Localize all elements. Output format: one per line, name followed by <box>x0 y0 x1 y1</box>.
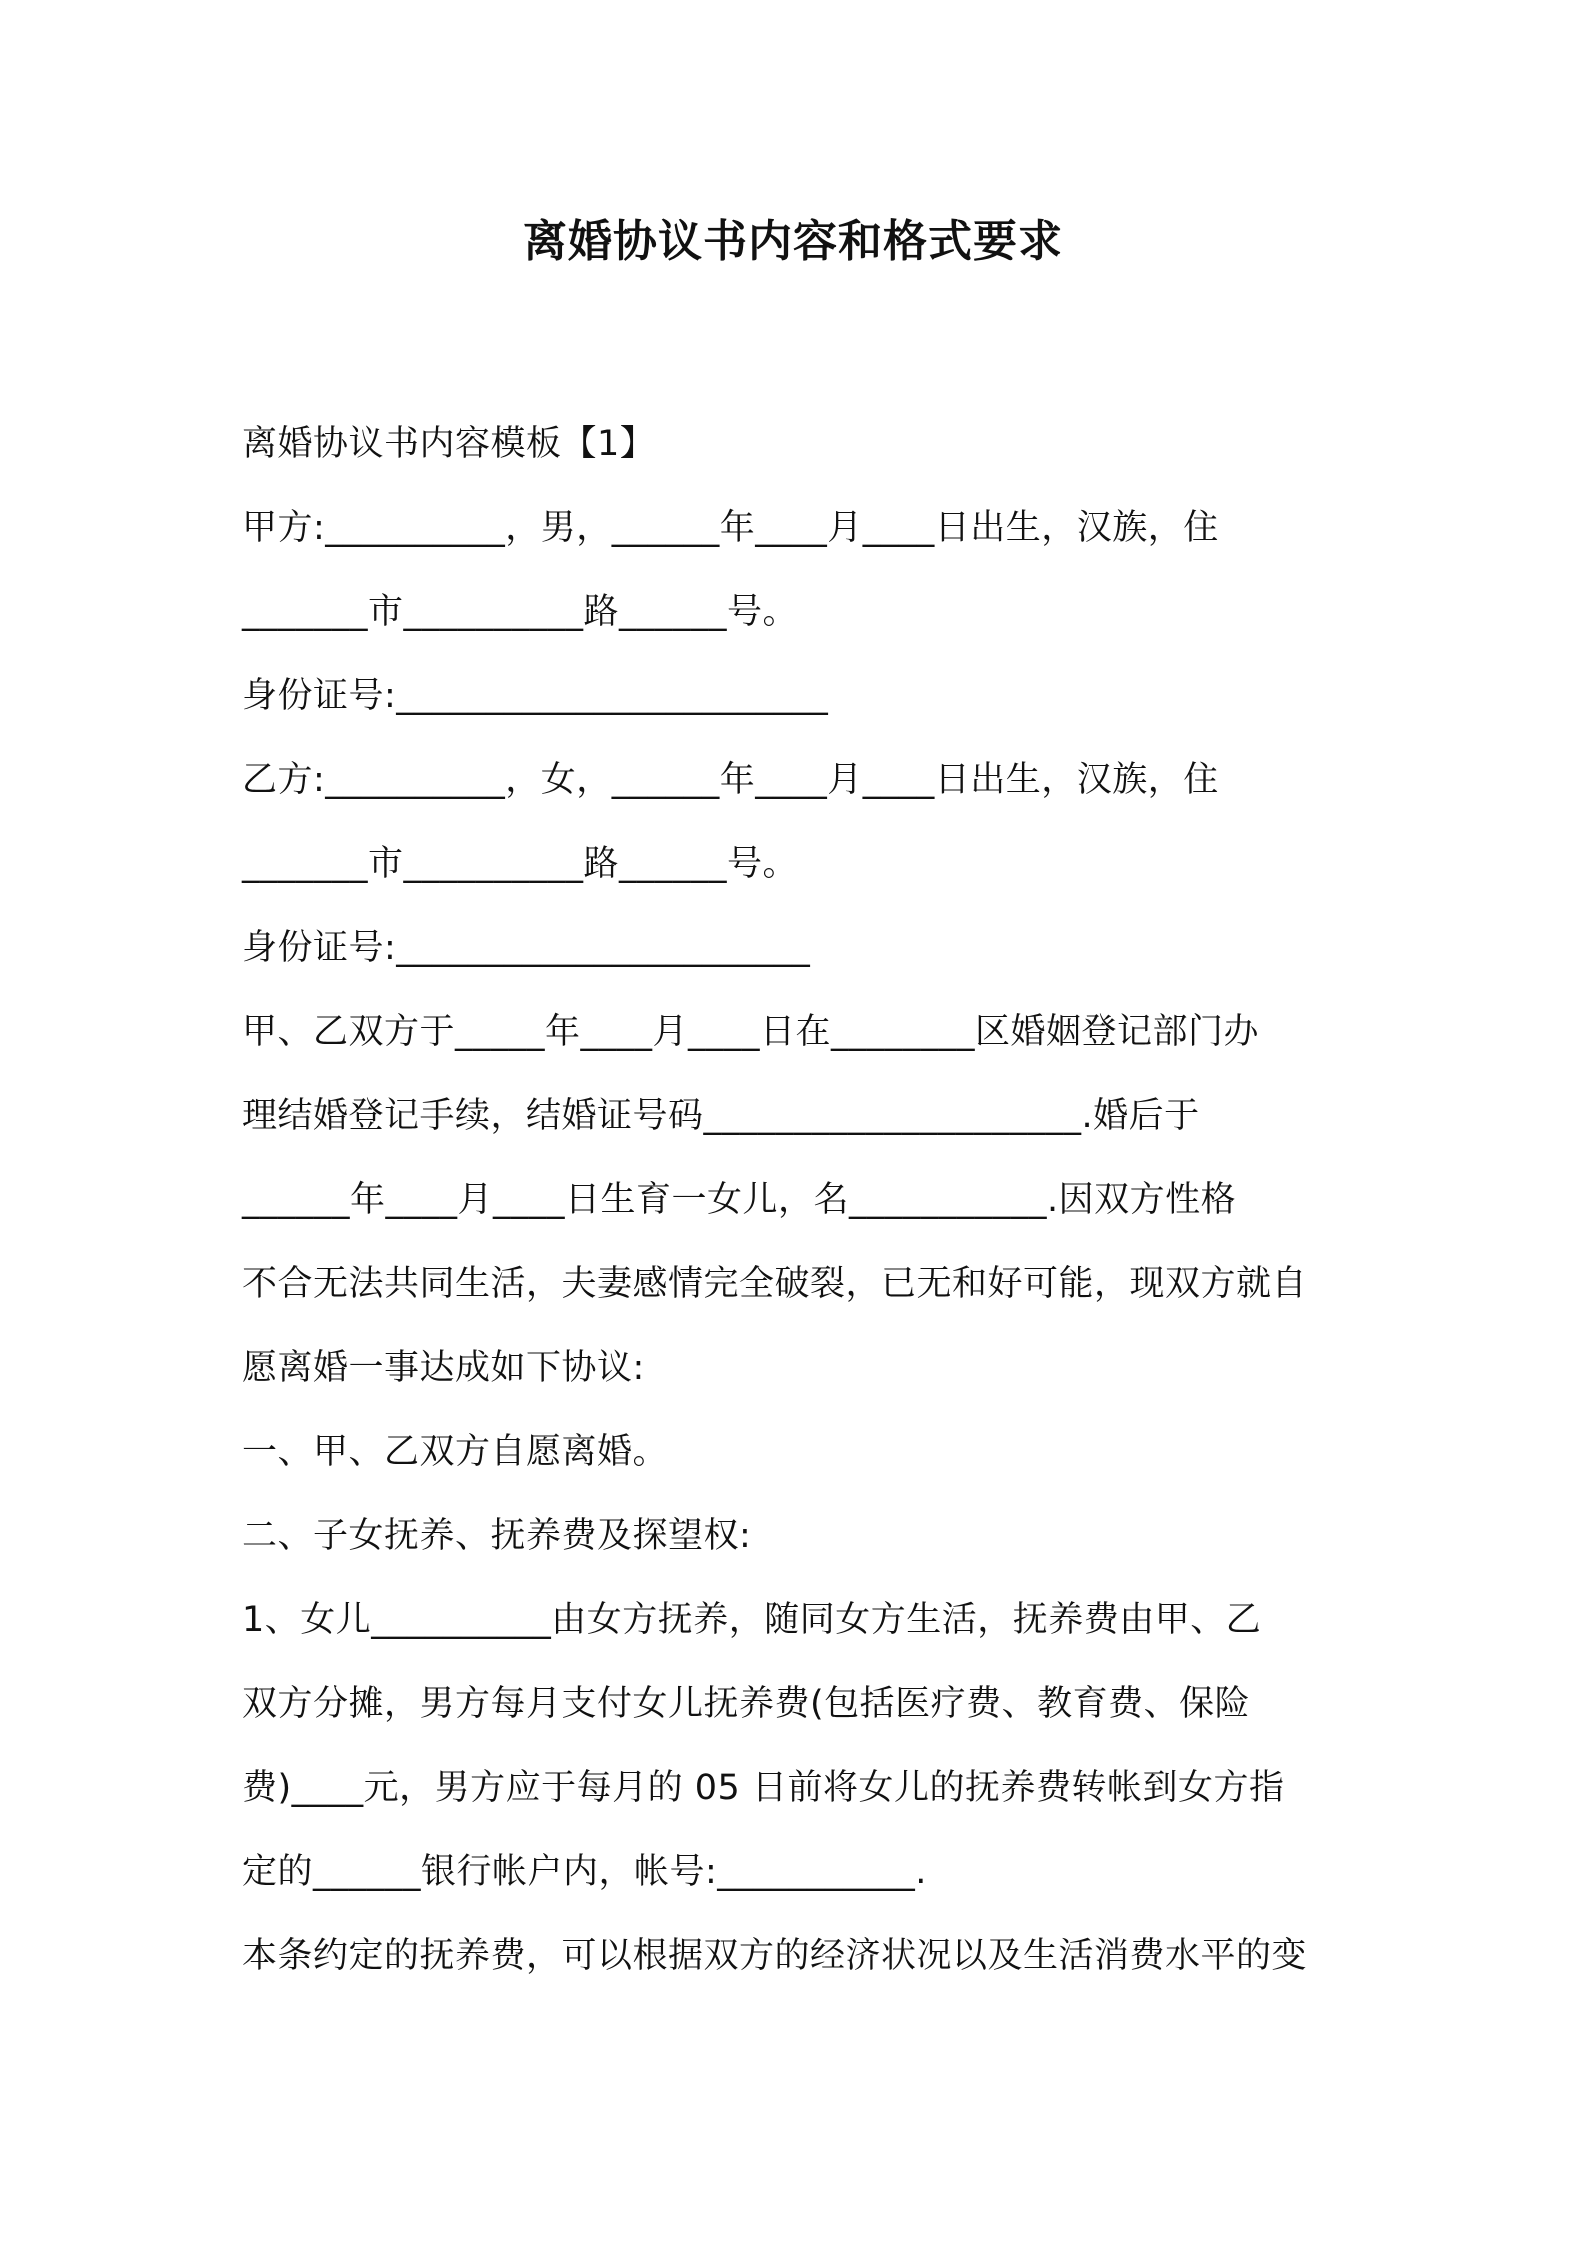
paragraph-line: ______年____月____日生育一女儿，名___________.因双方性格 <box>242 1180 1237 1220</box>
paragraph-line: 理结婚登记手续，结婚证号码_____________________.婚后于 <box>242 1096 1200 1136</box>
paragraph-line: 甲、乙双方于_____年____月____日在________区婚姻登记部门办 <box>242 1012 1260 1052</box>
party-b-address-line: _______市__________路______号。 <box>242 844 799 884</box>
paragraph-line: 不合无法共同生活，夫妻感情完全破裂，已无和好可能，现双方就自 <box>242 1264 1308 1304</box>
clause-line: 定的______银行帐户内，帐号:___________. <box>242 1852 927 1892</box>
clause-line: 1、女儿__________由女方抚养，随同女方生活，抚养费由甲、乙 <box>242 1600 1262 1640</box>
party-b-line: 乙方:__________，女，______年____月____日出生，汉族，住 <box>242 760 1219 800</box>
clause-line: 费)____元，男方应于每月的 05 日前将女儿的抚养费转帐到女方指 <box>242 1768 1285 1808</box>
clause-one: 一、甲、乙双方自愿离婚。 <box>242 1432 669 1472</box>
section-heading: 离婚协议书内容模板【1】 <box>242 424 656 464</box>
party-a-line: 甲方:__________，男，______年____月____日出生，汉族，住 <box>242 508 1219 548</box>
clause-two-heading: 二、子女抚养、抚养费及探望权: <box>242 1516 752 1556</box>
clause-line: 双方分摊，男方每月支付女儿抚养费(包括医疗费、教育费、保险 <box>242 1684 1251 1724</box>
party-b-id-line: 身份证号:_______________________ <box>242 928 811 968</box>
party-a-id-line: 身份证号:________________________ <box>242 676 829 716</box>
party-a-address-line: _______市__________路______号。 <box>242 592 799 632</box>
paragraph-line: 愿离婚一事达成如下协议: <box>242 1348 645 1388</box>
document-title: 离婚协议书内容和格式要求 <box>523 216 1063 267</box>
document-body <box>242 402 1352 1998</box>
clause-line: 本条约定的抚养费，可以根据双方的经济状况以及生活消费水平的变 <box>242 1936 1308 1976</box>
